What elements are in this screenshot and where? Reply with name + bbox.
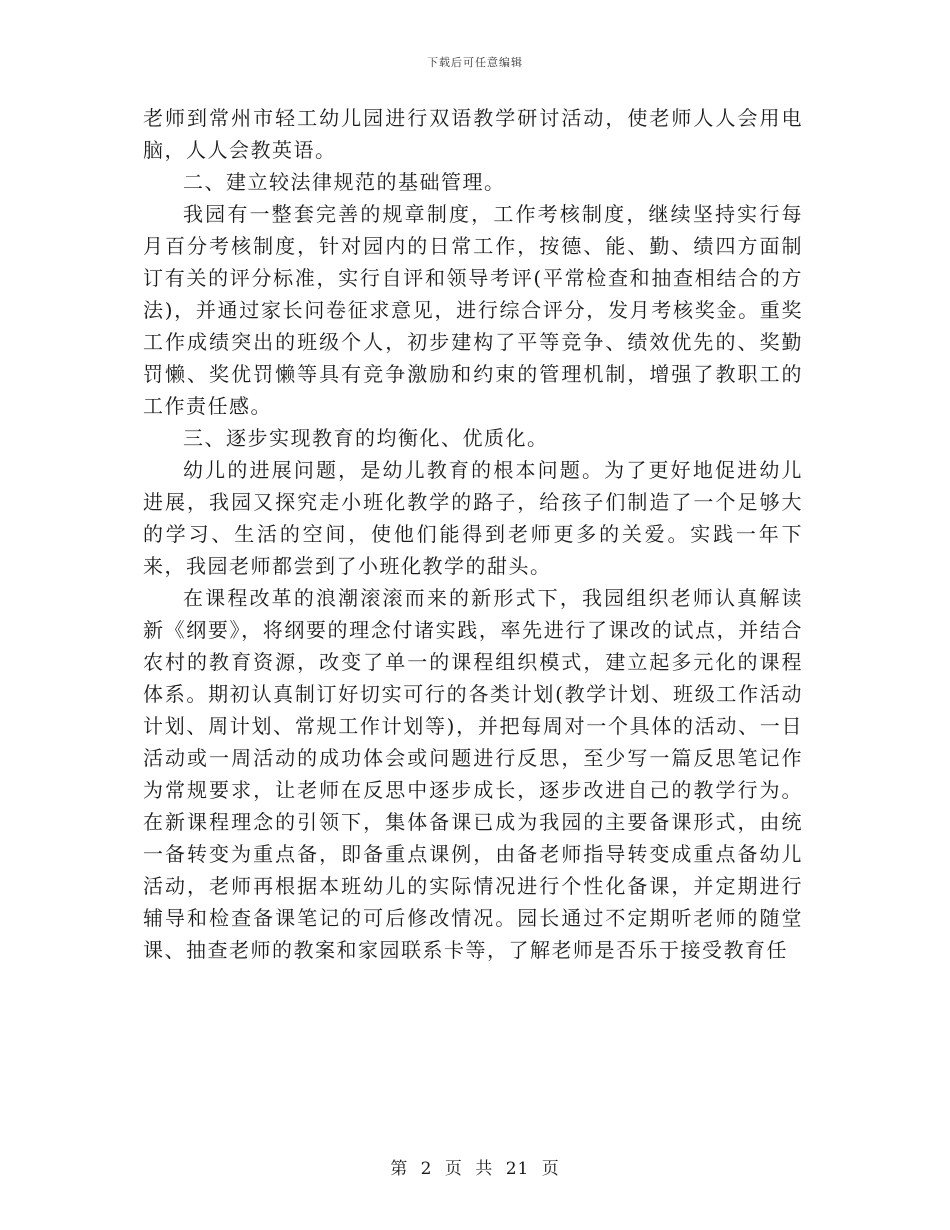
- page-header-note: 下载后可任意编辑: [427, 56, 523, 69]
- page-number: 第 2 页 共 21 页: [390, 1159, 560, 1179]
- paragraph: 我园有一整套完善的规章制度，工作考核制度，继续坚持实行每月百分考核制度，针对园内的日常工作，按德、能、勤、绩四方面制订有关的评分标准，实行自评和领导考评(平常检查和抽查相结合的方法)，并通过家长问卷征求意见，进行综合评分，发月考核奖金。重奖工作成绩突出的班级个人，初步建构了平等竞争、绩效优先的、奖勤罚懒、奖优罚懒等具有竞争激励和约束的管理机制，增强了教职工的工作责任感。: [143, 202, 803, 418]
- paragraph: 老师到常州市轻工幼儿园进行双语教学研讨活动，使老师人人会用电脑，人人会教英语。: [143, 106, 803, 162]
- document-body: [143, 102, 803, 966]
- paragraph: 在课程改革的浪潮滚滚而来的新形式下，我园组织老师认真解读新《纲要》，将纲要的理念付诸实践，率先进行了课改的试点，并结合农村的教育资源，改变了单一的课程组织模式，建立起多元化的课程体系。期初认真制订好切实可行的各类计划(教学计划、班级工作活动计划、周计划、常规工作计划等)，并把每周对一个具体的活动、一日活动或一周活动的成功体会或问题进行反思，至少写一篇反思笔记作为常规要求，让老师在反思中逐步成长，逐步改进自己的教学行为。在新课程理念的引领下，集体备课已成为我园的主要备课形式，由统一备转变为重点备，即备重点课例，由备老师指导转变成重点备幼儿活动，老师再根据本班幼儿的实际情况进行个性化备课，并定期进行辅导和检查备课笔记的可后修改情况。园长通过不定期听老师的随堂课、抽查老师的教案和家园联系卡等，了解老师是否乐于接受教育任: [143, 586, 803, 962]
- section-heading: 三、逐步实现教育的均衡化、优质化。: [183, 426, 549, 450]
- paragraph: 幼儿的进展问题，是幼儿教育的根本问题。为了更好地促进幼儿进展，我园又探究走小班化教学的路子，给孩子们制造了一个足够大的学习、生活的空间，使他们能得到老师更多的关爱。实践一年下来，我园老师都尝到了小班化教学的甜头。: [143, 458, 803, 578]
- section-heading: 二、建立较法律规范的基础管理。: [183, 170, 506, 194]
